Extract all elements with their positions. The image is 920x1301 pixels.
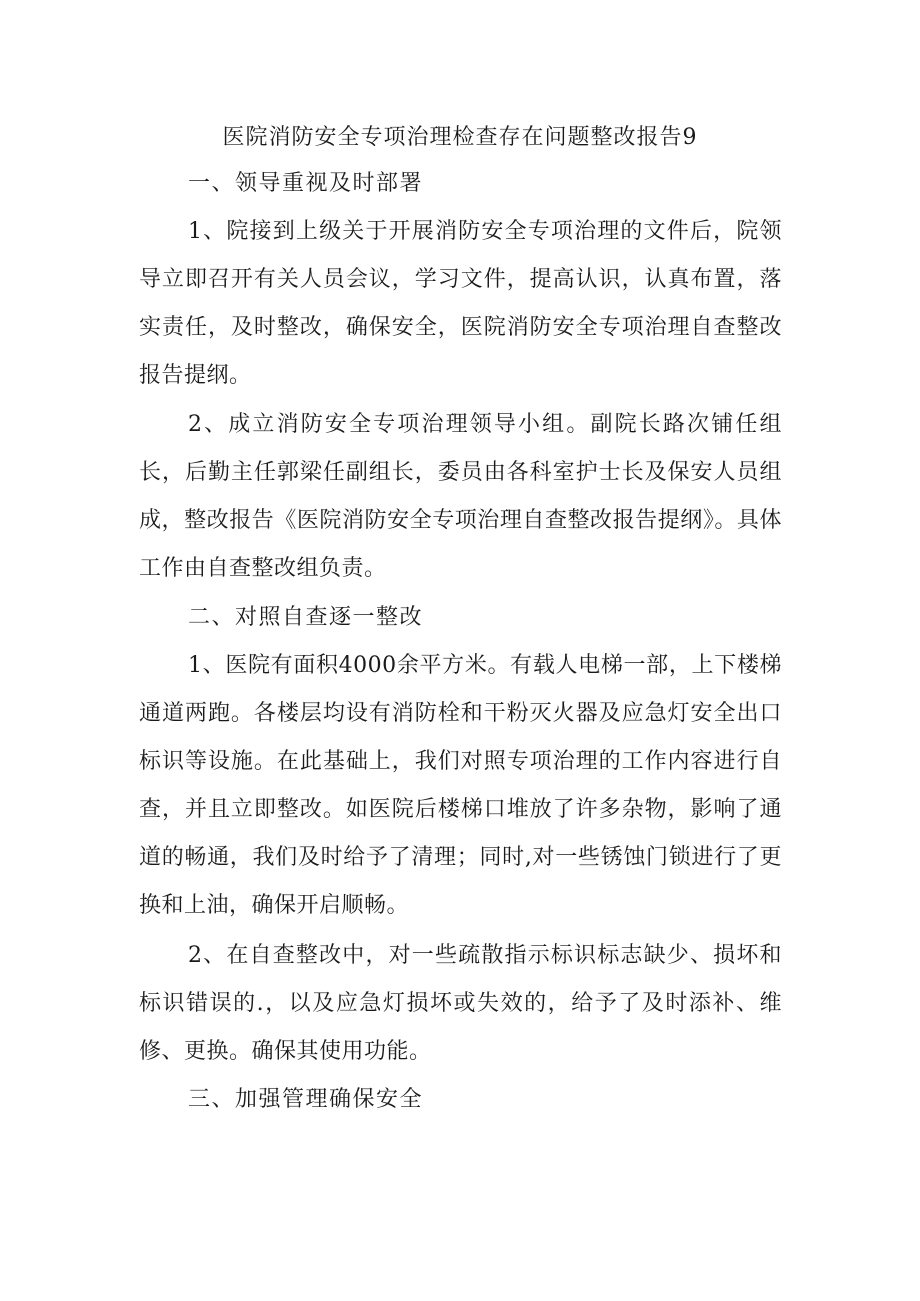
section-heading-3: 三、加强管理确保安全 xyxy=(188,1087,424,1112)
document-title: 医院消防安全专项治理检查存在问题整改报告9 xyxy=(222,125,698,150)
section-heading-1: 一、领导重视及时部署 xyxy=(188,171,424,196)
section-2-paragraph-1: 1、医院有面积4000余平方米。有载人电梯一部，上下楼梯通道两跑。各楼层均设有消防栓和干粉灭火器及应急灯安全出口标识等设施。在此基础上，我们对照专项治理的工作内容进行自查，并且立即整改。如医院后楼梯口堆放了许多杂物，影响了通道的畅通，我们及时给予了清理；同时,对一些锈蚀门锁进行了更换和上油，确保开启顺畅。 xyxy=(139,653,782,918)
section-1-paragraph-1: 1、院接到上级关于开展消防安全专项治理的文件后，院领导立即召开有关人员会议，学习文件，提高认识，认真布置，落实责任，及时整改，确保安全，医院消防安全专项治理自查整改报告提纲。 xyxy=(139,219,782,388)
section-1-paragraph-2: 2、成立消防安全专项治理领导小组。副院长路次铺任组长，后勤主任郭梁任副组长，委员由各科室护士长及保安人员组成，整改报告《医院消防安全专项治理自查整改报告提纲》。具体工作由自查整改组负责。 xyxy=(139,412,782,581)
section-heading-2: 二、对照自查逐一整改 xyxy=(188,605,424,630)
section-2-paragraph-2: 2、在自查整改中，对一些疏散指示标识标志缺少、损坏和标识错误的.，以及应急灯损坏或失效的，给予了及时添补、维修、更换。确保其使用功能。 xyxy=(139,943,782,1064)
